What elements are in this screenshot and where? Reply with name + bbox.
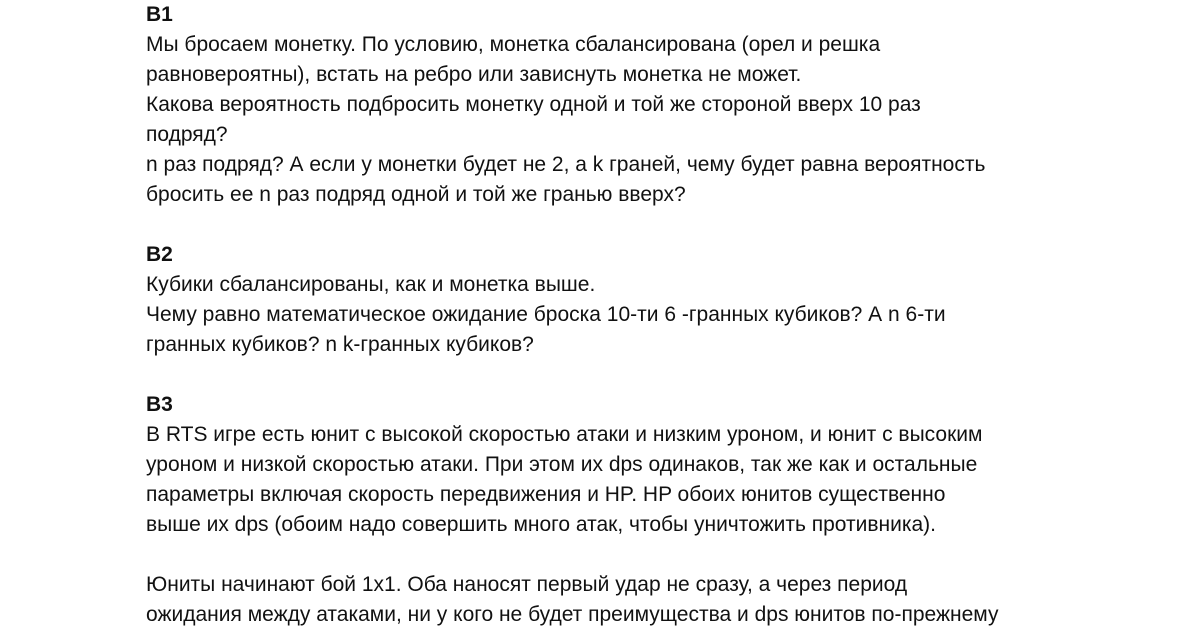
text-line: равновероятны), встать на ребро или зависнуть монетка не может. — [146, 63, 802, 86]
text-line: Мы бросаем монетку. По условию, монетка сбалансирована (орел и решка — [146, 33, 881, 56]
text-line: Чему равно математическое ожидание броска 10-ти 6 -гранных кубиков? А n 6-ти — [146, 303, 946, 326]
text-line: Какова вероятность подбросить монетку одной и той же стороной вверх 10 раз — [146, 93, 921, 116]
document-body — [146, 0, 1146, 630]
text-line: В RTS игре есть юнит с высокой скоростью атаки и низким уроном, и юнит с высоким — [146, 423, 983, 446]
text-line: уроном и низкой скоростью атаки. При этом их dps одинаков, так же как и остальные — [146, 453, 978, 476]
text-line: Юниты начинают бой 1x1. Оба наносят первый удар не сразу, а через период — [146, 573, 908, 596]
section-gap — [146, 360, 1146, 390]
text-line: подряд? — [146, 123, 228, 146]
text-line: ожидания между атаками, ни у кого не будет преимущества и dps юнитов по-прежнему — [146, 603, 999, 626]
section-gap — [146, 210, 1146, 240]
text-line: Кубики сбалансированы, как и монетка выше. — [146, 273, 596, 296]
section-b2 — [146, 240, 1146, 360]
section-title: B3 — [146, 393, 173, 416]
text-line: выше их dps (обоим надо совершить много атак, чтобы уничтожить противника). — [146, 513, 937, 536]
section-title: B2 — [146, 243, 173, 266]
section-title: B1 — [146, 3, 173, 26]
text-line: бросить ее n раз подряд одной и той же гранью вверх? — [146, 183, 686, 206]
text-line: n раз подряд? А если у монетки будет не 2, а k граней, чему будет равна вероятность — [146, 153, 986, 176]
text-line: параметры включая скорость передвижения и HP. HP обоих юнитов существенно — [146, 483, 946, 506]
section-b3 — [146, 390, 1146, 630]
paragraph-gap — [146, 540, 1146, 570]
text-line: гранных кубиков? n k-гранных кубиков? — [146, 333, 534, 356]
section-b1 — [146, 0, 1146, 210]
